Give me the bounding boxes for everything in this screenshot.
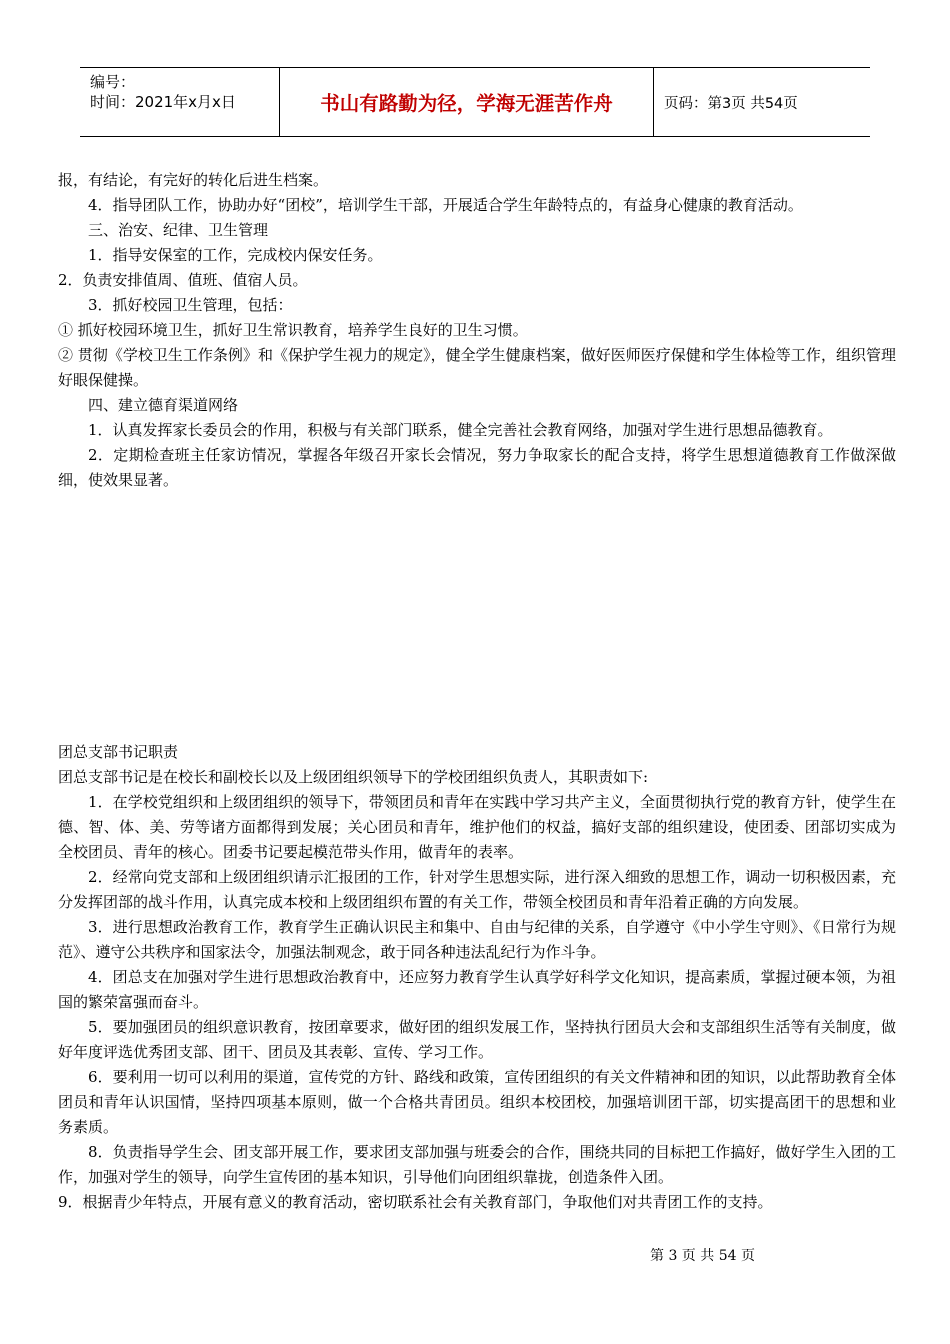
motto: 书山有路勤为径，学海无涯苦作舟	[280, 68, 654, 136]
paragraph: 2．经常向党支部和上级团组织请示汇报团的工作，针对学生思想实际，进行深入细致的思想工作，调动一切积极因素，充分发挥团部的战斗作用，认真完成本校和上级团组织布置的有关工作，带领全校团员和青年沿着正确的方向发展。	[58, 868, 896, 911]
date-label: 时间：2021年x月x日	[90, 93, 236, 111]
paragraph: ② 贯彻《学校卫生工作条例》和《保护学生视力的规定》，健全学生健康档案，做好医师医疗保健和学生体检等工作，组织管理好眼保健操。	[58, 346, 896, 389]
header-info-cell	[80, 68, 280, 136]
page-header	[80, 67, 870, 137]
paragraph: 3．抓好校园卫生管理，包括：	[88, 296, 293, 314]
page-footer: 第 3 页 共 54 页	[650, 1248, 755, 1264]
paragraph: 4．指导团队工作，协助办好“团校”，培训学生干部，开展适合学生年龄特点的，有益身心健康的教育活动。	[88, 196, 803, 214]
page-count-label: 页码：第3页 共54页	[664, 95, 798, 112]
paragraph: 团总支部书记是在校长和副校长以及上级团组织领导下的学校团组织负责人，其职责如下:	[58, 768, 649, 786]
number-label: 编号：	[90, 73, 136, 91]
paragraph: 报，有结论，有完好的转化后进生档案。	[58, 171, 329, 189]
body-section-2	[58, 740, 896, 1215]
section-title: 团总支部书记职责	[58, 743, 179, 761]
section-heading: 三、治安、纪律、卫生管理	[88, 221, 269, 239]
paragraph: 1．在学校党组织和上级团组织的领导下，带领团员和青年在实践中学习共产主义，全面贯彻执行党的教育方针，使学生在德、智、体、美、劳等诸方面都得到发展；关心团员和青年，维护他们的权益，搞好支部的组织建设，使团委、团部切实成为全校团员、青年的核心。团委书记要起模范带头作用，做青年的表率。	[58, 793, 896, 861]
paragraph: 1．指导安保室的工作，完成校内保安任务。	[88, 246, 383, 264]
paragraph: 4．团总支在加强对学生进行思想政治教育中，还应努力教育学生认真学好科学文化知识，提高素质，掌握过硬本领，为祖国的繁荣富强而奋斗。	[58, 968, 896, 1011]
paragraph: 9．根据青少年特点，开展有意义的教育活动，密切联系社会有关教育部门，争取他们对共青团工作的支持。	[58, 1193, 773, 1211]
paragraph: ① 抓好校园环境卫生，抓好卫生常识教育，培养学生良好的卫生习惯。	[58, 321, 528, 339]
paragraph: 6．要利用一切可以利用的渠道，宣传党的方针、路线和政策，宣传团组织的有关文件精神和团的知识，以此帮助教育全体团员和青年认识国情，坚持四项基本原则，做一个合格共青团员。组织本校团校，加强培训团干部，切实提高团干的思想和业务素质。	[58, 1068, 896, 1136]
paragraph: 2．负责安排值周、值班、值宿人员。	[58, 271, 308, 289]
paragraph: 1．认真发挥家长委员会的作用，积极与有关部门联系，健全完善社会教育网络，加强对学生进行思想品德教育。	[88, 421, 833, 439]
paragraph: 3．进行思想政治教育工作，教育学生正确认识民主和集中、自由与纪律的关系，自学遵守《中小学生守则》、《日常行为规范》、遵守公共秩序和国家法令，加强法制观念，敢于同各种违法乱纪行为作斗争。	[58, 918, 896, 961]
paragraph: 5．要加强团员的组织意识教育，按团章要求，做好团的组织发展工作，坚持执行团员大会和支部组织生活等有关制度，做好年度评选优秀团支部、团干、团员及其表彰、宣传、学习工作。	[58, 1018, 896, 1061]
paragraph: 2．定期检查班主任家访情况，掌握各年级召开家长会情况，努力争取家长的配合支持，将学生思想道德教育工作做深做细，使效果显著。	[58, 446, 896, 489]
body-section-1	[58, 168, 896, 493]
paragraph: 8．负责指导学生会、团支部开展工作，要求团支部加强与班委会的合作，围绕共同的目标把工作搞好，做好学生入团的工作，加强对学生的领导，向学生宣传团的基本知识，引导他们向团组织靠拢，创造条件入团。	[58, 1143, 896, 1186]
section-heading: 四、建立德育渠道网络	[88, 396, 239, 414]
